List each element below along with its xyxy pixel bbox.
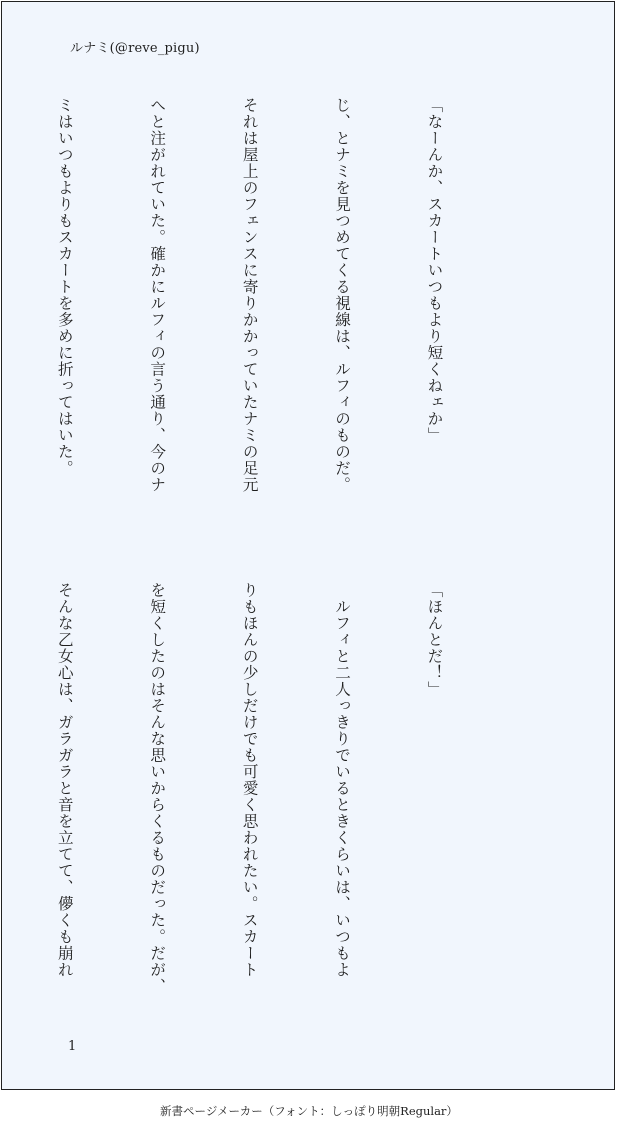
footer-credit: 新書ページメーカー（フォント：しっぽり明朝Regular） — [160, 1104, 458, 1118]
text-block-bottom — [0, 582, 511, 1032]
page-number: 1 — [68, 1039, 77, 1054]
text-line: そんな乙女心は、ガラガラと音を立てて、儚くも崩れ — [55, 582, 74, 978]
text-line: へと注がれていた。確かにルフィの言う通り、今のナ — [148, 97, 167, 493]
text-line: ミはいつもよりもスカートを多めに折ってはいた。 — [55, 97, 74, 477]
text-line: それは屋上のフェンスに寄りかかっていたナミの足元 — [240, 97, 259, 493]
author-credit: ルナミ(@reve_pigu) — [70, 41, 200, 56]
text-line: じ、とナミを見つめてくる視線は、ルフィのものだ。 — [333, 97, 352, 493]
text-line: 「ほんとだ！」 — [425, 582, 444, 698]
text-line: 「なーんか、スカートいつもより短くねェか」 — [425, 97, 444, 444]
text-block-top — [0, 97, 511, 547]
text-line: を短くしたのはそんな思いからくるものだった。だが、 — [148, 582, 167, 995]
text-line: ルフィと二人っきりでいるときくらいは、いつもよ — [333, 582, 352, 978]
text-line: りもほんの少しだけでも可愛く思われたい。スカート — [240, 582, 259, 978]
book-page — [1, 1, 615, 1090]
